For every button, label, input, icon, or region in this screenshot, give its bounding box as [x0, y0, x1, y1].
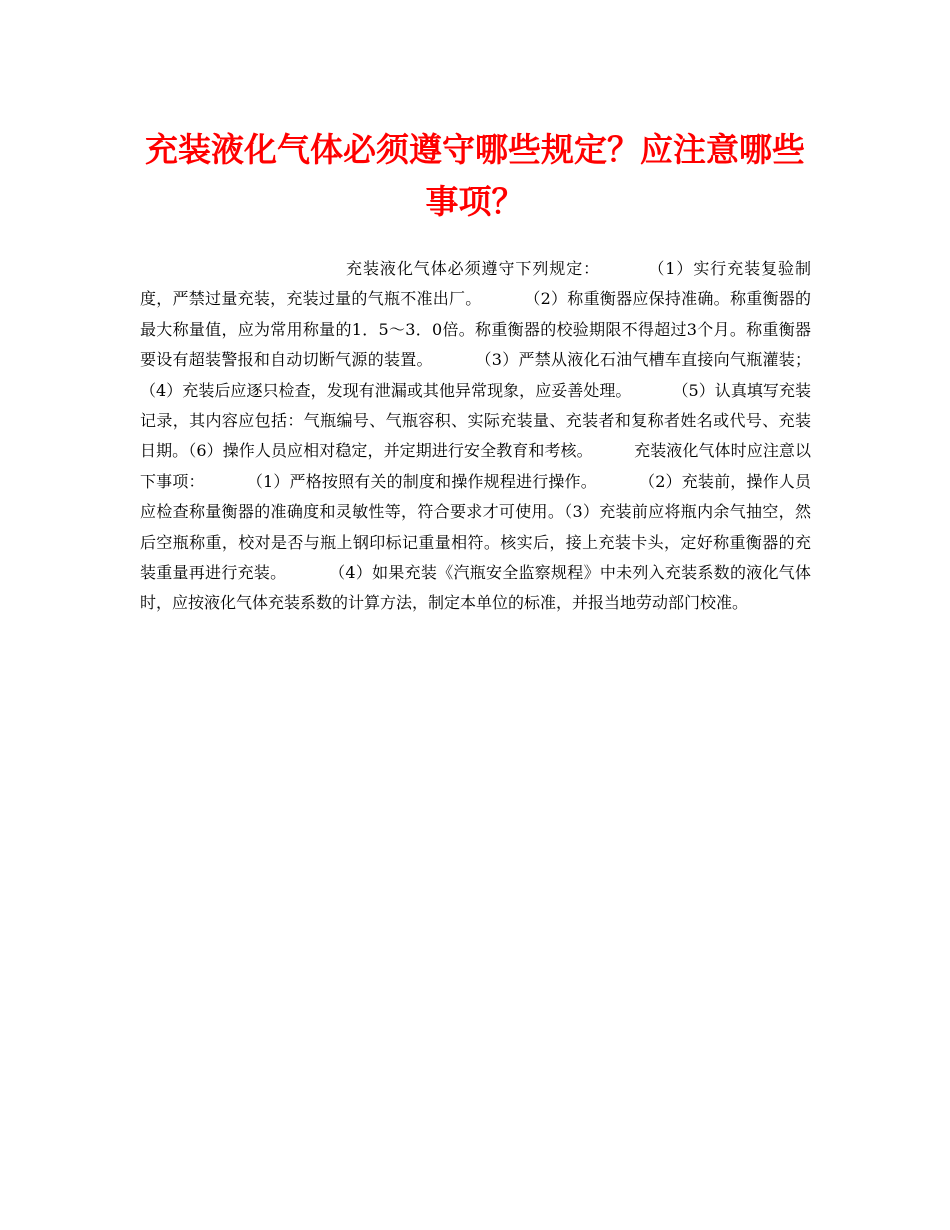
document-body: 充装液化气体必须遵守下列规定： （1）实行充装复验制度，严禁过量充装，充装过量的气瓶不准出厂。 （2）称重衡器应保持准确。称重衡器的最大称量值，应为常用称量的1．5～3．0倍。称重衡器的校验期限不得超过3个月。称重衡器要设有超装警报和自动切断气源的装置。 （3）严禁从液化石油气槽车直接向气瓶灌装； （4）充装后应逐只检查，发现有泄漏或其他异常现象，应妥善处理。 （5）认真填写充装记录，其内容应包括：气瓶编号、气瓶容积、实际充装量、充装者和复称者姓名或代号、充装日期。（6）操作人员应相对稳定，并定期进行安全教育和考核。 充装液化气体时应注意以下事项： （1）严格按照有关的制度和操作规程进行操作。 （2）充装前，操作人员应检查称量衡器的准确度和灵敏性等，符合要求才可使用。（3）充装前应将瓶内余气抽空，然后空瓶称重，校对是否与瓶上钢印标记重量相符。核实后，接上充装卡头，定好称重衡器的充装重量再进行充装。 （4）如果充装《汽瓶安全监察规程》中未列入充装系数的液化气体时，应按液化气体充装系数的计算方法，制定本单位的标准，并报当地劳动部门校准。 [140, 259, 852, 613]
document-title: 充装液化气体必须遵守哪些规定？应注意哪些事项？ [145, 130, 805, 221]
